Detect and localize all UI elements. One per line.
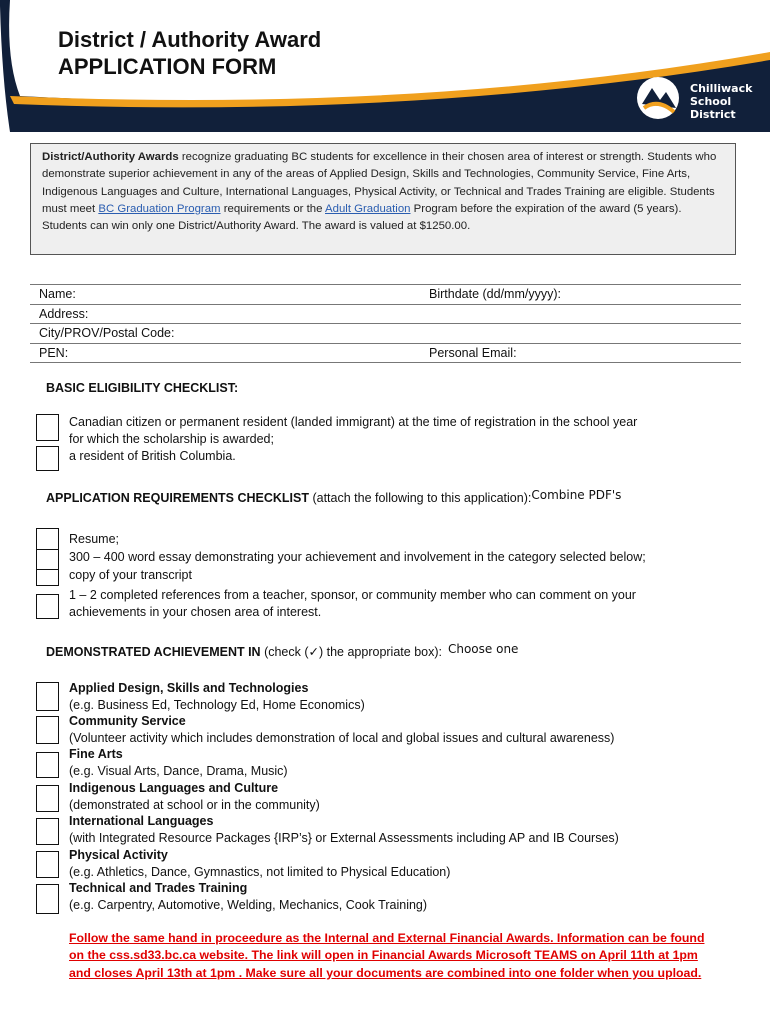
address-row[interactable] (30, 305, 741, 325)
title-line-2: APPLICATION FORM (58, 54, 277, 79)
chilliwack-mountain-logo-icon (636, 74, 682, 124)
name-label: Name: (39, 287, 76, 301)
category-title: Technical and Trades Training (69, 881, 248, 895)
category-title: Applied Design, Skills and Technologies (69, 681, 309, 695)
logo-line-1: Chilliwack (690, 82, 753, 95)
eligibility-checkbox-1[interactable] (36, 414, 59, 441)
category-checkbox-applied-design[interactable] (36, 682, 59, 711)
requirements-handwritten-note: Combine PDF's (531, 488, 622, 502)
category-checkbox-physical-activity[interactable] (36, 851, 59, 878)
eligibility-item-1-line-2: for which the scholarship is awarded; (69, 431, 274, 446)
category-desc: (demonstrated at school or in the community) (69, 797, 320, 812)
intro-text-3: Program before the expiration of the award (5 years). Students can win only one District/Authority Award. The award is valued at $1250.00. (42, 202, 682, 233)
requirements-heading (46, 488, 622, 505)
category-international-languages (69, 813, 619, 846)
form-title (58, 26, 321, 80)
achievement-heading-bold: DEMONSTRATED ACHIEVEMENT IN (46, 645, 261, 659)
logo-wordmark (690, 82, 762, 121)
eligibility-item-2: a resident of British Columbia. (69, 449, 236, 463)
category-desc: (e.g. Athletics, Dance, Gymnastics, not limited to Physical Education) (69, 864, 451, 879)
category-indigenous (69, 780, 320, 813)
achievement-handwritten-note: Choose one (447, 642, 519, 656)
category-checkbox-trades[interactable] (36, 884, 59, 914)
requirement-references-line-2: achievements in your chosen area of interest. (69, 604, 322, 619)
submission-instructions-note: Follow the same hand in proceedure as the Internal and External Financial Awards. Information can be found on the css.sd33.bc.ca website. The link will open in Financial Awards Microsoft TEAMS on April 11th at 1pm and closes April 13th at 1pm . Make sure all your documents are combined into one folder when you upload. (69, 931, 705, 980)
category-title: Physical Activity (69, 848, 168, 862)
eligibility-checkbox-2[interactable] (36, 446, 59, 471)
address-label: Address: (39, 306, 89, 321)
requirements-heading-rest: (attach the following to this application): (308, 491, 532, 505)
category-desc: (with Integrated Resource Packages {IRP’s} or External Assessments including AP and IB Courses) (69, 830, 619, 845)
achievement-heading-rest: (check (✓) the appropriate box): (260, 645, 442, 659)
intro-text-1: recognize graduating BC students for excellence in their chosen area of interest or strength. Students who demonstrate superior achievement in any of the areas of Applied Design, Skills and Technologies, Community Service, Fine Arts, Indigenous Languages and Culture, International Languages, Physical Activity, or Technical and Trades Training are eligible. Students must meet (42, 151, 717, 215)
category-physical-activity (69, 847, 450, 880)
requirement-references (69, 587, 636, 620)
transcript-checkbox[interactable] (36, 569, 59, 586)
requirement-references-line-1: 1 – 2 completed references from a teacher, sponsor, or community member who can comment on your (69, 588, 636, 602)
school-district-logo (636, 72, 762, 122)
category-community-service (69, 713, 614, 746)
city-row[interactable] (30, 324, 741, 344)
references-checkbox[interactable] (36, 594, 59, 619)
requirement-transcript: copy of your transcript (69, 568, 192, 582)
eligibility-heading: BASIC ELIGIBILITY CHECKLIST: (46, 381, 239, 395)
requirement-resume: Resume; (69, 532, 120, 546)
category-checkbox-international-languages[interactable] (36, 818, 59, 845)
category-desc: (e.g. Visual Arts, Dance, Drama, Music) (69, 763, 288, 778)
essay-checkbox[interactable] (36, 549, 59, 570)
category-title: International Languages (69, 814, 214, 828)
applicant-info-fields (30, 284, 741, 363)
intro-text-2: requirements or the (220, 202, 326, 215)
category-title: Fine Arts (69, 747, 123, 761)
award-description-box (30, 143, 736, 255)
resume-checkbox[interactable] (36, 528, 59, 550)
category-checkbox-indigenous[interactable] (36, 785, 59, 812)
pen-row[interactable] (30, 344, 741, 364)
requirements-heading-bold: APPLICATION REQUIREMENTS CHECKLIST (46, 491, 309, 505)
adult-graduation-link[interactable]: Adult Graduation (325, 202, 411, 215)
category-desc: (e.g. Carpentry, Automotive, Welding, Mechanics, Cook Training) (69, 897, 428, 912)
achievement-heading (46, 644, 518, 659)
category-checkbox-community-service[interactable] (36, 716, 59, 744)
intro-lead: District/Authority Awards (42, 151, 179, 163)
bc-graduation-program-link[interactable]: BC Graduation Program (98, 202, 221, 215)
name-row[interactable] (30, 285, 741, 305)
eligibility-item-1 (69, 414, 637, 447)
birthdate-label: Birthdate (dd/mm/yyyy): (429, 287, 561, 301)
logo-line-2: School District (690, 95, 736, 121)
category-desc: (e.g. Business Ed, Technology Ed, Home Economics) (69, 697, 365, 712)
requirement-essay: 300 – 400 word essay demonstrating your achievement and involvement in the category selected below; (69, 550, 646, 564)
category-title: Community Service (69, 714, 186, 728)
city-label: City/PROV/Postal Code: (39, 326, 175, 340)
category-trades (69, 880, 427, 913)
category-checkbox-fine-arts[interactable] (36, 752, 59, 778)
pen-label: PEN: (39, 345, 69, 360)
title-line-1: District / Authority Award (58, 27, 322, 52)
category-applied-design (69, 680, 365, 713)
category-title: Indigenous Languages and Culture (69, 781, 279, 795)
category-desc: (Volunteer activity which includes demonstration of local and global issues and cultural awareness) (69, 730, 615, 745)
category-fine-arts (69, 746, 288, 779)
email-label: Personal Email: (429, 345, 517, 360)
eligibility-item-1-line-1: Canadian citizen or permanent resident (landed immigrant) at the time of registration in the school year (69, 415, 638, 429)
